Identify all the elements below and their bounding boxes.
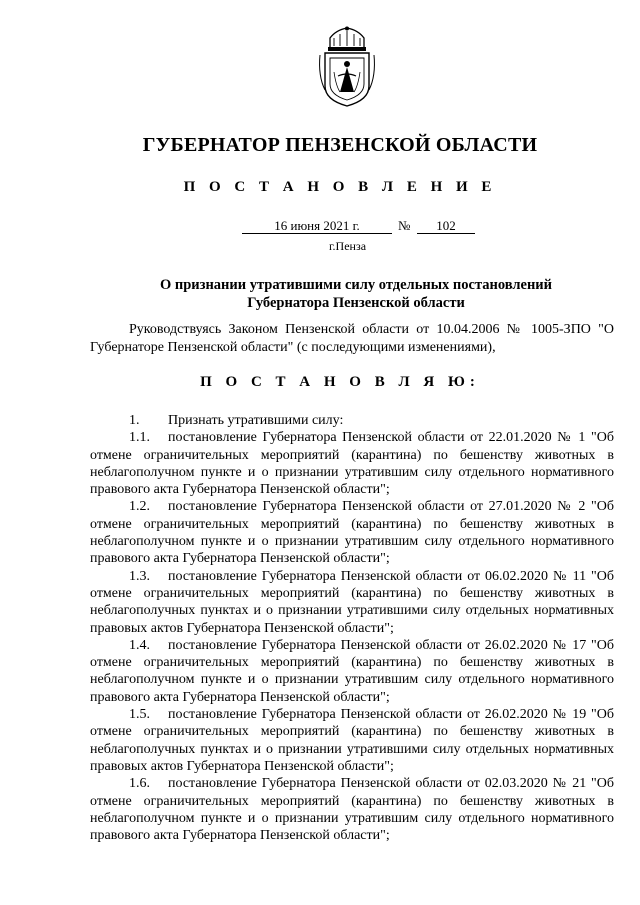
item-text: Признать утратившими силу:	[168, 413, 344, 428]
subject-line-2: Губернатора Пензенской области	[247, 295, 465, 311]
item-number: 1.6.	[129, 776, 150, 792]
document-number: 102	[417, 218, 475, 234]
item-text: постановление Губернатора Пензенской области от 26.02.2020 № 19 "Об отмене ограничительных мероприятий (карантина) по бешенству животных в неблагополучных пунктах и о признании утратившими силу отдельных нормативных правовых актов Губернатора Пензенской области";	[90, 707, 614, 774]
item-number: 1.5.	[129, 707, 150, 723]
subject-line-1: О признании утратившими силу отдельных постановлений	[159, 277, 553, 293]
resolution-items	[90, 412, 614, 844]
resolve-heading: П О С Т А Н О В Л Я Ю:	[200, 374, 480, 390]
item-number: 1.3.	[129, 568, 150, 584]
number-sign: №	[398, 218, 411, 233]
item-text: постановление Губернатора Пензенской области от 27.01.2020 № 2 "Об отмене ограничительных мероприятий (карантина) по бешенству животных в неблагополучном пункте и о признании утратившим силу отдельного нормативного правового акта Губернатора Пензенской области";	[90, 499, 614, 567]
item-text: постановление Губернатора Пензенской области от 06.02.2020 № 11 "Об отмене ограничительных мероприятий (карантина) по бешенству животных в неблагополучных пунктах и о признании утратившими силу отдельных нормативных правовых актов Губернатора Пензенской области";	[90, 568, 614, 636]
item-text: постановление Губернатора Пензенской области от 22.01.2020 № 1 "Об отмене ограничительных мероприятий (карантина) по бешенству животных в неблагополучном пункте и о признании утратившим силу отдельного нормативного правового акта Губернатора Пензенской области";	[90, 430, 614, 498]
document-type: П О С Т А Н О В Л Е Н И Е	[183, 179, 497, 195]
resolution-item	[90, 706, 614, 775]
penza-coat-of-arms-icon	[316, 26, 378, 108]
item-number: 1.	[129, 413, 140, 428]
preamble: Руководствуясь Законом Пензенской области от 10.04.2006 № 1005-ЗПО "О Губернаторе Пензенской области" (с последующими изменениями),	[90, 322, 614, 355]
item-number: 1.4.	[129, 637, 150, 653]
document-date: 16 июня 2021 г.	[242, 218, 392, 234]
governor-title: ГУБЕРНАТОР ПЕНЗЕНСКОЙ ОБЛАСТИ	[142, 134, 538, 156]
city: г.Пенза	[328, 239, 367, 253]
resolution-item	[90, 775, 614, 844]
item-text: постановление Губернатора Пензенской области от 02.03.2020 № 21 "Об отмене ограничительных мероприятий (карантина) по бешенству животных в неблагополучном пункте и о признании утратившим силу отдельного нормативного правового акта Губернатора Пензенской области";	[90, 776, 614, 844]
item-text: постановление Губернатора Пензенской области от 26.02.2020 № 17 "Об отмене ограничительных мероприятий (карантина) по бешенству животных в неблагополучном пункте и о признании утратившим силу отдельного нормативного правового акта Губернатора Пензенской области";	[90, 637, 614, 705]
resolution-item	[90, 637, 614, 706]
document-subject	[0, 276, 640, 312]
resolution-item	[90, 568, 614, 637]
resolution-item	[90, 429, 614, 498]
resolution-item	[90, 412, 614, 429]
item-number: 1.1.	[129, 430, 150, 446]
item-number: 1.2.	[129, 499, 150, 515]
resolution-item	[90, 498, 614, 567]
